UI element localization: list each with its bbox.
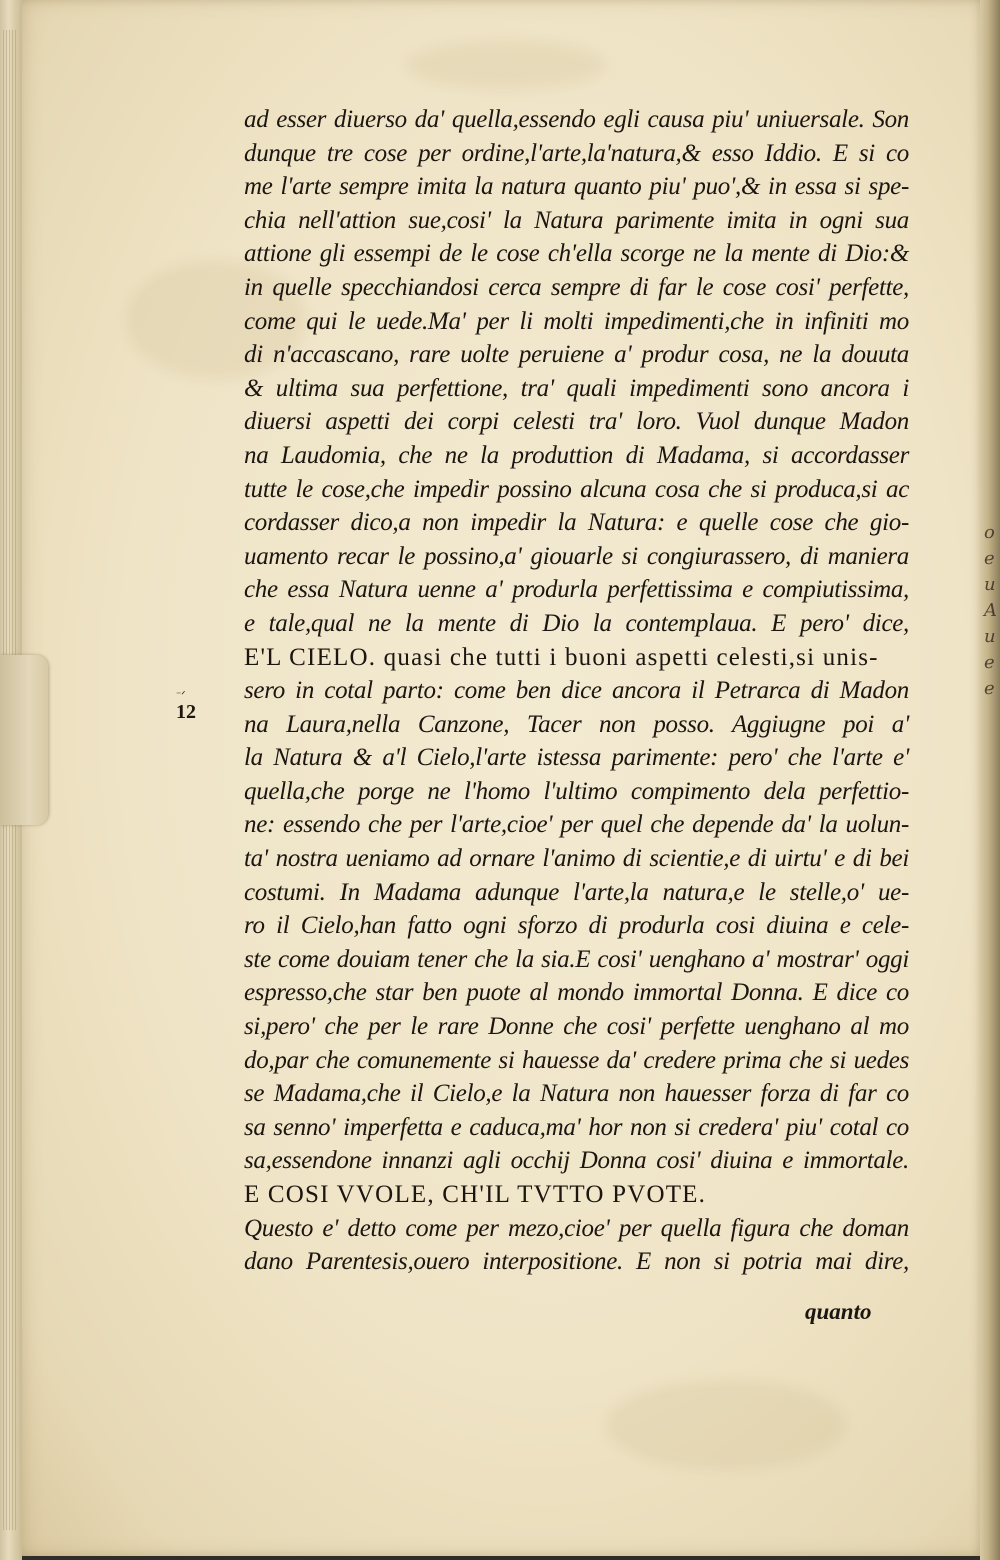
text-line: na Laura,nella Canzone, Tacer non posso. Aggiugne poi a' — [244, 710, 909, 738]
text-line: ad esser diuerso da' quella,essendo egli causa piu' uniuersale. Son — [244, 106, 909, 133]
text-line: sero in cotal parto: come ben dice ancora il Petrarca di Madon — [244, 677, 909, 705]
text-line: cordasser dico,a non impedir la Natura: e quelle cose che gio- — [244, 509, 909, 537]
text-line: dano Parentesis,ouero interpositione. E non si potria mai dire, — [244, 1248, 909, 1276]
text-line: tutte le cose,che impedir possino alcuna cosa che si produca,si ac — [244, 475, 909, 503]
text-line: uamento recar le possino,a' giouarle si congiurassero, di maniera — [244, 542, 909, 570]
text-line: di n'accascano, rare uolte peruiene a' produr cosa, ne la douuta — [244, 341, 909, 369]
text-line: dunque tre cose per ordine,l'arte,la'natura,& esso Iddio. E si co — [244, 139, 909, 167]
text-line: ne: essendo che per l'arte,cioe' per quel che depende da' la uolun- — [244, 811, 909, 839]
text-line: diuersi aspetti dei corpi celesti tra' loro. Vuol dunque Madon — [244, 408, 909, 436]
text-line: si,pero' che per le rare Donne che cosi' perfette uenghano al mo — [244, 1013, 909, 1041]
text-line: e tale,qual ne la mente di Dio la contemplaua. E pero' dice, — [244, 609, 909, 637]
quoted-verse-heading: E COSI VVOLE, CH'IL TVTTO PVOTE. — [244, 1181, 707, 1208]
text-line: & ultima sua perfettione, tra' quali impedimenti sono ancora i — [244, 374, 909, 402]
next-page-edge — [980, 0, 1000, 1560]
bookmark-tab — [0, 655, 48, 825]
text-line: ta' nostra ueniamo ad ornare l'animo di scientie,e di uirtu' e di bei — [244, 845, 909, 873]
text-line: ste come douiam tener che la sia.E cosi' uenghano a' mostrar' oggi — [244, 945, 909, 973]
text-line: ro il Cielo,han fatto ogni sforzo di produrla cosi diuina e cele- — [244, 912, 909, 940]
paper-stain — [606, 1380, 846, 1470]
text-line: sa senno' imperfetta e caduca,ma' hor non si credera' piu' cotal co — [244, 1113, 909, 1141]
text-line: espresso,che star ben puote al mondo immortal Donna. E dice co — [244, 979, 909, 1007]
text-line: attione gli essempi de le cose ch'ella scorge ne la mente di Dio:& — [244, 240, 909, 268]
next-page-letters: o e u A u e e — [984, 522, 997, 699]
paper-stain — [406, 40, 606, 90]
text-line: Questo e' detto come per mezo,cioe' per quella figura che doman — [244, 1214, 909, 1242]
text-line: costumi. In Madama adunque l'arte,la natura,e le stelle,o' ue- — [244, 878, 909, 906]
text-line: do,par che comunemente si hauesse da' credere prima che si uedes — [244, 1046, 909, 1074]
text-line: quella,che porge ne l'homo l'ultimo compimento dela perfettio- — [244, 777, 909, 805]
text-line: me l'arte sempre imita la natura quanto piu' puo',& in essa si spe- — [244, 173, 909, 201]
text-line: in quelle specchiandosi cerca sempre di far le cose cosi' perfette, — [244, 273, 909, 301]
catchword: quanto — [805, 1299, 872, 1324]
section-heading-line: E'L CIELO. quasi che tutti i buoni aspetti celesti,si unis- — [244, 643, 879, 671]
text-line: chia nell'attion sue,cosi' la Natura parimente imita in ogni sua — [244, 206, 909, 234]
margin-note: ⁻ᐟ 12 — [176, 690, 196, 723]
body-text — [244, 103, 909, 1279]
text-line: come qui le uede.Ma' per li molti impedimenti,che in infiniti mo — [244, 307, 909, 335]
text-line: che essa Natura uenne a' produrla perfettissima e compiutissima, — [244, 576, 909, 604]
text-line: na Laudomia, che ne la produttion di Madama, si accordasser — [244, 441, 909, 469]
text-line: se Madama,che il Cielo,e la Natura non hauesser forza di far co — [244, 1080, 909, 1108]
text-line: sa,essendone innanzi agli occhij Donna cosi' diuina e immortale. — [244, 1147, 909, 1175]
text-line: la Natura & a'l Cielo,l'arte istessa parimente: pero' che l'arte e' — [244, 744, 909, 772]
